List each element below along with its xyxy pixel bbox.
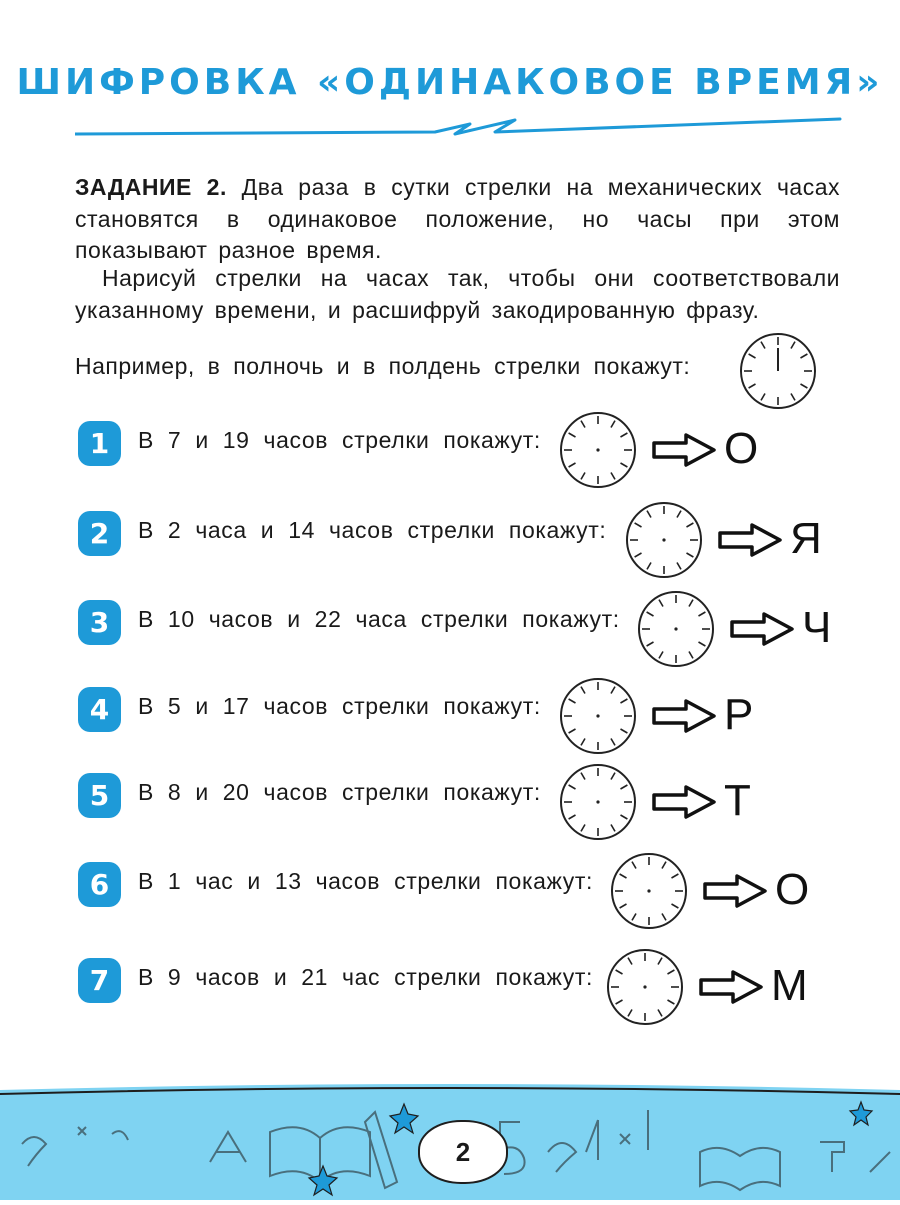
task-instruction: Нарисуй стрелки на часах так, чтобы они соответствовали указанному времени, и расшифруй закодированную фразу. — [75, 265, 840, 323]
code-letter: О — [775, 865, 810, 914]
clock-face-5[interactable] — [558, 762, 638, 847]
clock-face-3[interactable] — [636, 589, 716, 674]
arrow-right-icon — [718, 523, 782, 562]
row-text: В 10 часов и 22 часа стрелки покажут: — [138, 606, 620, 632]
row-number-badge: 1 — [78, 421, 121, 466]
code-letter: М — [771, 961, 808, 1010]
row-number-badge: 5 — [78, 773, 121, 818]
row-text: В 5 и 17 часов стрелки покажут: — [138, 693, 541, 719]
code-letter: О — [724, 424, 759, 473]
row-number-badge: 2 — [78, 511, 121, 556]
row-text: В 2 часа и 14 часов стрелки покажут: — [138, 517, 607, 543]
row-text: В 8 и 20 часов стрелки покажут: — [138, 779, 541, 805]
row-text: В 7 и 19 часов стрелки покажут: — [138, 427, 541, 453]
arrow-right-icon — [652, 785, 716, 824]
title-underline — [75, 112, 845, 142]
example-text: Например, в полночь и в полдень стрелки покажут: — [75, 353, 691, 379]
page-number: 2 — [418, 1120, 508, 1184]
clock-face-2[interactable] — [624, 500, 704, 585]
arrow-right-icon — [699, 970, 763, 1009]
arrow-right-icon — [652, 433, 716, 472]
arrow-right-icon — [730, 612, 794, 651]
code-letter: Р — [724, 690, 754, 739]
arrow-right-icon — [652, 699, 716, 738]
row-text: В 1 час и 13 часов стрелки покажут: — [138, 868, 593, 894]
row-number-badge: 4 — [78, 687, 121, 732]
row-text: В 9 часов и 21 час стрелки покажут: — [138, 964, 593, 990]
code-letter: Т — [724, 776, 751, 825]
clock-face-4[interactable] — [558, 676, 638, 761]
task-text: Два раза в сутки стрелки на механических часах становятся в одинаковое положение, но часы при этом показывают разное время. — [75, 174, 841, 263]
clock-face-6[interactable] — [609, 851, 689, 936]
example-clock — [738, 331, 818, 416]
task-description — [75, 172, 840, 267]
code-letter: Ч — [802, 603, 832, 652]
row-number-badge: 3 — [78, 600, 121, 645]
row-number-badge: 7 — [78, 958, 121, 1003]
row-number-badge: 6 — [78, 862, 121, 907]
page-title: ШИФРОВКА «ОДИНАКОВОЕ ВРЕМЯ» — [16, 62, 884, 103]
arrow-right-icon — [703, 874, 767, 913]
clock-face-1[interactable] — [558, 410, 638, 495]
clock-face-7[interactable] — [605, 947, 685, 1032]
task-label: ЗАДАНИЕ 2. — [75, 174, 227, 200]
code-letter: Я — [790, 514, 822, 563]
